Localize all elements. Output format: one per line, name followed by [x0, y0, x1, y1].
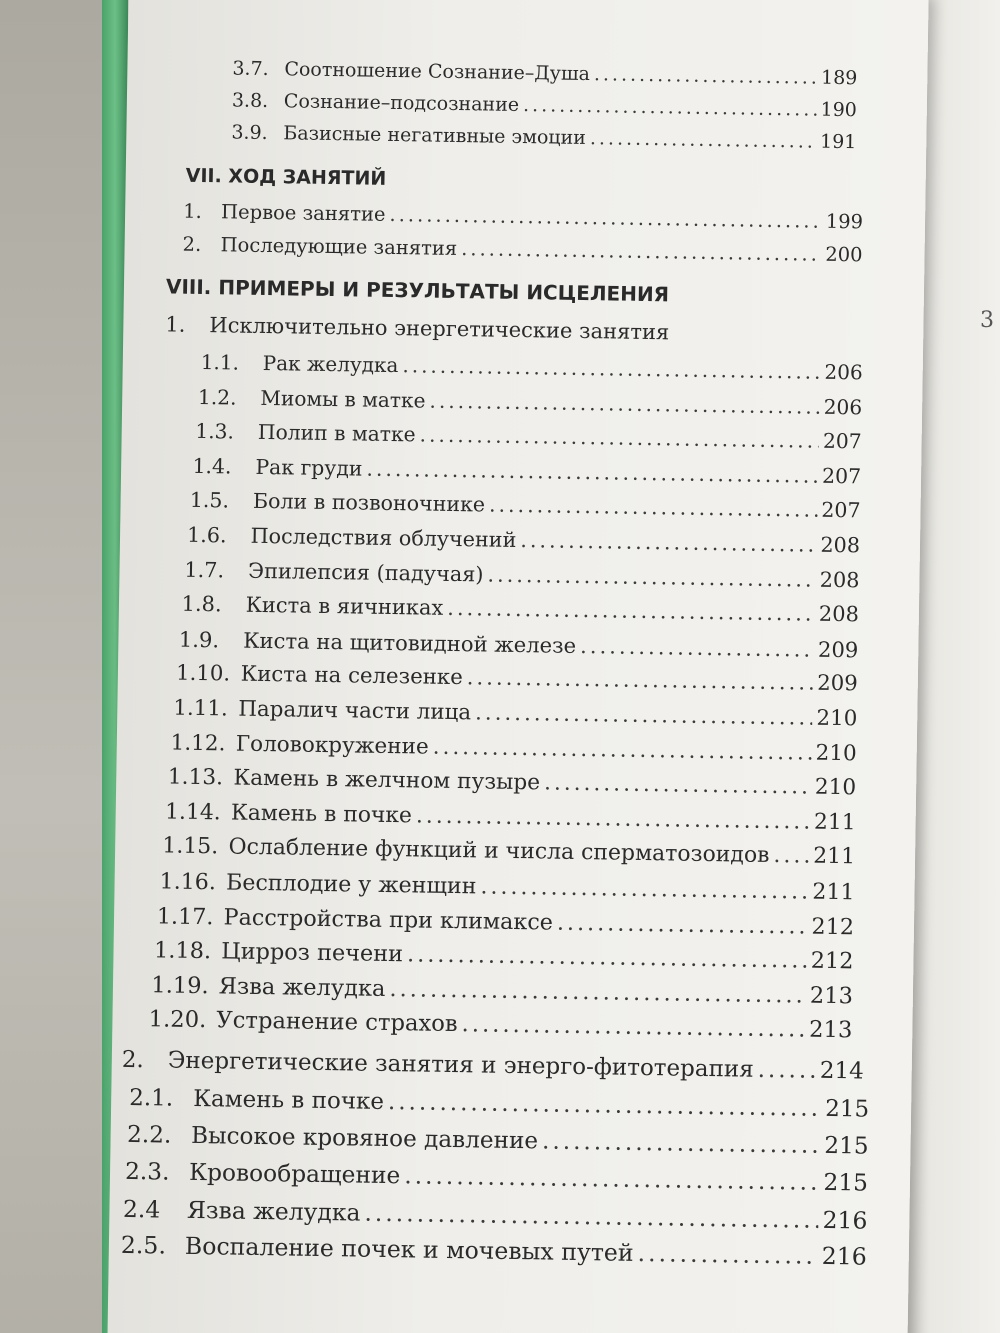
toc-entry: [201, 350, 863, 384]
entry-title: Сознание–подсознание: [283, 90, 520, 116]
toc-entry: [151, 972, 853, 1009]
entry-page: 207: [821, 498, 861, 523]
entry-page: 211: [813, 809, 856, 836]
entry-title: Камень в желчном пузыре: [233, 765, 541, 796]
entry-number: 1.11.: [173, 695, 228, 722]
entry-page: 216: [822, 1205, 868, 1235]
toc-entry: [157, 903, 855, 940]
entry-page: 208: [818, 601, 860, 627]
entry-number: 2.3.: [124, 1157, 170, 1186]
entry-page: 208: [819, 567, 860, 592]
entry-number: 3.9.: [231, 121, 268, 145]
entry-page: 207: [821, 463, 862, 489]
entry-number: 1.3.: [195, 419, 235, 444]
entry-title: Головокружение: [235, 731, 429, 760]
dot-leader: [447, 596, 815, 626]
entry-title: Устранение страхов: [216, 1007, 458, 1038]
entry-number: 2.4: [122, 1194, 161, 1223]
entry-number: 1.18.: [153, 937, 212, 965]
adjacent-page-mark: 3: [980, 308, 994, 333]
entry-title: Соотношение Сознание–Душа: [284, 58, 591, 86]
dot-leader: [557, 909, 808, 939]
toc-entry: [162, 834, 855, 870]
entry-title: Расстройства при климаксе: [223, 904, 554, 936]
toc-entry: [123, 1194, 868, 1234]
dot-leader: [773, 843, 809, 869]
toc-entry: [187, 523, 860, 558]
entry-title: Базисные негативные эмоции: [283, 122, 587, 149]
dot-leader: [402, 353, 820, 384]
entry-number: 1.4.: [192, 453, 232, 479]
entry-page: 211: [812, 844, 856, 870]
entry-title: Бесплодие у женщин: [225, 869, 477, 900]
entry-title: Эпилепсия (падучая): [247, 558, 484, 587]
entry-number: 1.8.: [181, 591, 222, 617]
dot-leader: [433, 734, 812, 765]
dot-leader: [467, 666, 814, 696]
entry-title: Исключительно энергетические занятия: [209, 313, 670, 345]
toc-entry: [183, 200, 863, 234]
entry-number: 3.7.: [232, 57, 269, 81]
entry-title: Первое занятие: [220, 200, 386, 226]
toc-entry: [125, 1158, 868, 1197]
dot-leader: [520, 528, 817, 557]
toc-entry: [159, 868, 854, 905]
entry-number: 2.: [182, 232, 202, 256]
entry-number: 1.10.: [175, 661, 231, 687]
dot-leader: [544, 771, 811, 800]
toc-entry: [192, 454, 861, 488]
entry-title: Язва желудка: [218, 973, 386, 1002]
entry-number: 1.13.: [167, 764, 224, 791]
entry-page: 206: [823, 394, 863, 419]
entry-title: Язва желудка: [186, 1195, 361, 1227]
entry-title: Киста на селезенке: [240, 662, 463, 691]
dot-leader: [407, 941, 807, 973]
entry-title: Боли в позвоночнике: [252, 489, 486, 517]
entry-page: 211: [812, 878, 855, 906]
entry-number: 1.5.: [189, 488, 230, 513]
entry-number: 1.14.: [164, 799, 221, 826]
dot-leader: [523, 94, 817, 121]
dot-leader: [758, 1057, 817, 1084]
entry-number: 1.: [165, 312, 186, 337]
toc-part-title: [122, 1047, 864, 1085]
dot-leader: [429, 388, 820, 418]
dot-leader: [475, 700, 813, 730]
entry-page: 191: [819, 130, 857, 154]
entry-page: 206: [824, 359, 863, 385]
section-heading: VIII. ПРИМЕРЫ И РЕЗУЛЬТАТЫ ИСЦЕЛЕНИЯ: [165, 274, 670, 307]
entry-number: 1.1.: [200, 349, 240, 375]
entry-page: 209: [817, 671, 858, 697]
toc-entry: [184, 557, 859, 592]
toc-entry: [148, 1007, 852, 1044]
entry-number: 2.: [121, 1046, 144, 1074]
entry-title: Энергетические занятия и энерго-фитотерапия: [167, 1047, 754, 1083]
dot-leader: [461, 1012, 805, 1043]
entry-title: Миомы в матке: [260, 385, 426, 413]
entry-title: Цирроз печени: [221, 938, 404, 968]
dot-leader: [366, 456, 818, 487]
entry-page: 190: [820, 98, 858, 122]
entry-title: Кровообращение: [188, 1158, 401, 1190]
entry-page: 212: [810, 947, 854, 975]
entry-title: Ослабление функций и числа сперматозоидов: [228, 834, 770, 869]
dot-leader: [542, 1128, 821, 1158]
dot-leader: [416, 803, 810, 834]
entry-number: 2.1.: [129, 1084, 174, 1112]
toc-entry: [195, 419, 862, 453]
entry-title: Рак желудка: [262, 350, 399, 378]
toc-entry: [129, 1085, 869, 1123]
entry-page: 207: [822, 428, 862, 454]
entry-page: 215: [824, 1132, 869, 1160]
entry-page: 216: [821, 1241, 868, 1271]
toc-entry: [179, 626, 859, 662]
entry-page: 189: [820, 66, 858, 90]
entry-page: 210: [816, 705, 858, 732]
dot-leader: [489, 493, 818, 522]
toc-entry: [198, 385, 862, 419]
dot-leader: [389, 976, 806, 1009]
entry-number: 1.16.: [159, 868, 217, 896]
toc-entry: [182, 233, 862, 267]
entry-page: 200: [825, 242, 863, 267]
dot-leader: [461, 237, 822, 266]
entry-page: 210: [815, 740, 857, 766]
entry-title: Полип в матке: [257, 420, 416, 447]
entry-title: Воспаление почек и мочевых путей: [184, 1231, 634, 1267]
entry-page: 215: [825, 1095, 870, 1123]
entry-number: 1.2.: [197, 384, 237, 410]
entry-number: 3.8.: [231, 89, 269, 113]
toc-entry: [176, 661, 858, 697]
entry-page: 213: [809, 982, 854, 1010]
entry-number: 1.15.: [162, 833, 219, 860]
entry-title: Камень в почке: [193, 1085, 385, 1115]
toc-entry: [173, 696, 857, 732]
entry-title: Киста на щитовидной железе: [243, 627, 577, 658]
entry-title: Рак груди: [255, 454, 363, 481]
dot-leader: [590, 127, 816, 153]
entry-number: 1.: [182, 199, 202, 223]
entry-page: 214: [819, 1057, 864, 1085]
dot-leader: [404, 1162, 820, 1196]
entry-number: 1.20.: [148, 1006, 207, 1034]
table-of-contents: [107, 0, 928, 1333]
entry-title: Паралич части лица: [238, 696, 472, 726]
entry-title: Киста в яичниках: [245, 592, 444, 621]
entry-title: Последующие занятия: [220, 233, 458, 260]
entry-number: 1.9.: [178, 626, 220, 653]
toc-entry: [231, 121, 856, 153]
entry-page: 209: [817, 636, 859, 663]
dot-leader: [388, 1089, 822, 1122]
entry-title: Последствия облучений: [250, 523, 517, 552]
dot-leader: [637, 1239, 818, 1270]
entry-page: 210: [814, 774, 857, 801]
toc-entry: [168, 765, 857, 801]
dot-leader: [389, 203, 822, 233]
toc-entry: [232, 57, 857, 89]
entry-title: Высокое кровяное давление: [190, 1122, 539, 1154]
toc-entry: [181, 592, 859, 627]
toc-part-title: [165, 312, 765, 345]
entry-number: 2.5.: [120, 1230, 167, 1260]
dot-leader: [364, 1198, 819, 1233]
section-heading: VII. ХОД ЗАНЯТИЙ: [185, 164, 387, 190]
dot-leader: [580, 633, 814, 662]
entry-number: 1.17.: [156, 902, 214, 930]
entry-number: 1.6.: [186, 522, 227, 548]
dot-leader: [419, 423, 819, 453]
toc-entry: [170, 730, 856, 766]
toc-entry: [190, 488, 861, 523]
entry-page: 215: [823, 1168, 869, 1197]
book-page: [107, 0, 928, 1333]
toc-entry: [154, 938, 854, 975]
toc-entry: [165, 799, 856, 835]
toc-entry: [232, 89, 857, 121]
entry-page: 208: [820, 532, 861, 558]
entry-number: 2.2.: [126, 1121, 172, 1149]
entry-number: 1.7.: [184, 557, 225, 582]
entry-page: 213: [808, 1017, 853, 1044]
toc-entry: [121, 1231, 867, 1271]
dot-leader: [487, 562, 816, 591]
dot-leader: [480, 873, 808, 904]
toc-entry: [127, 1121, 869, 1159]
entry-page: 199: [825, 209, 864, 234]
entry-title: Камень в почке: [230, 800, 413, 829]
dot-leader: [594, 63, 817, 89]
entry-number: 1.19.: [151, 972, 209, 999]
entry-number: 1.12.: [170, 730, 226, 757]
entry-page: 212: [811, 913, 855, 940]
